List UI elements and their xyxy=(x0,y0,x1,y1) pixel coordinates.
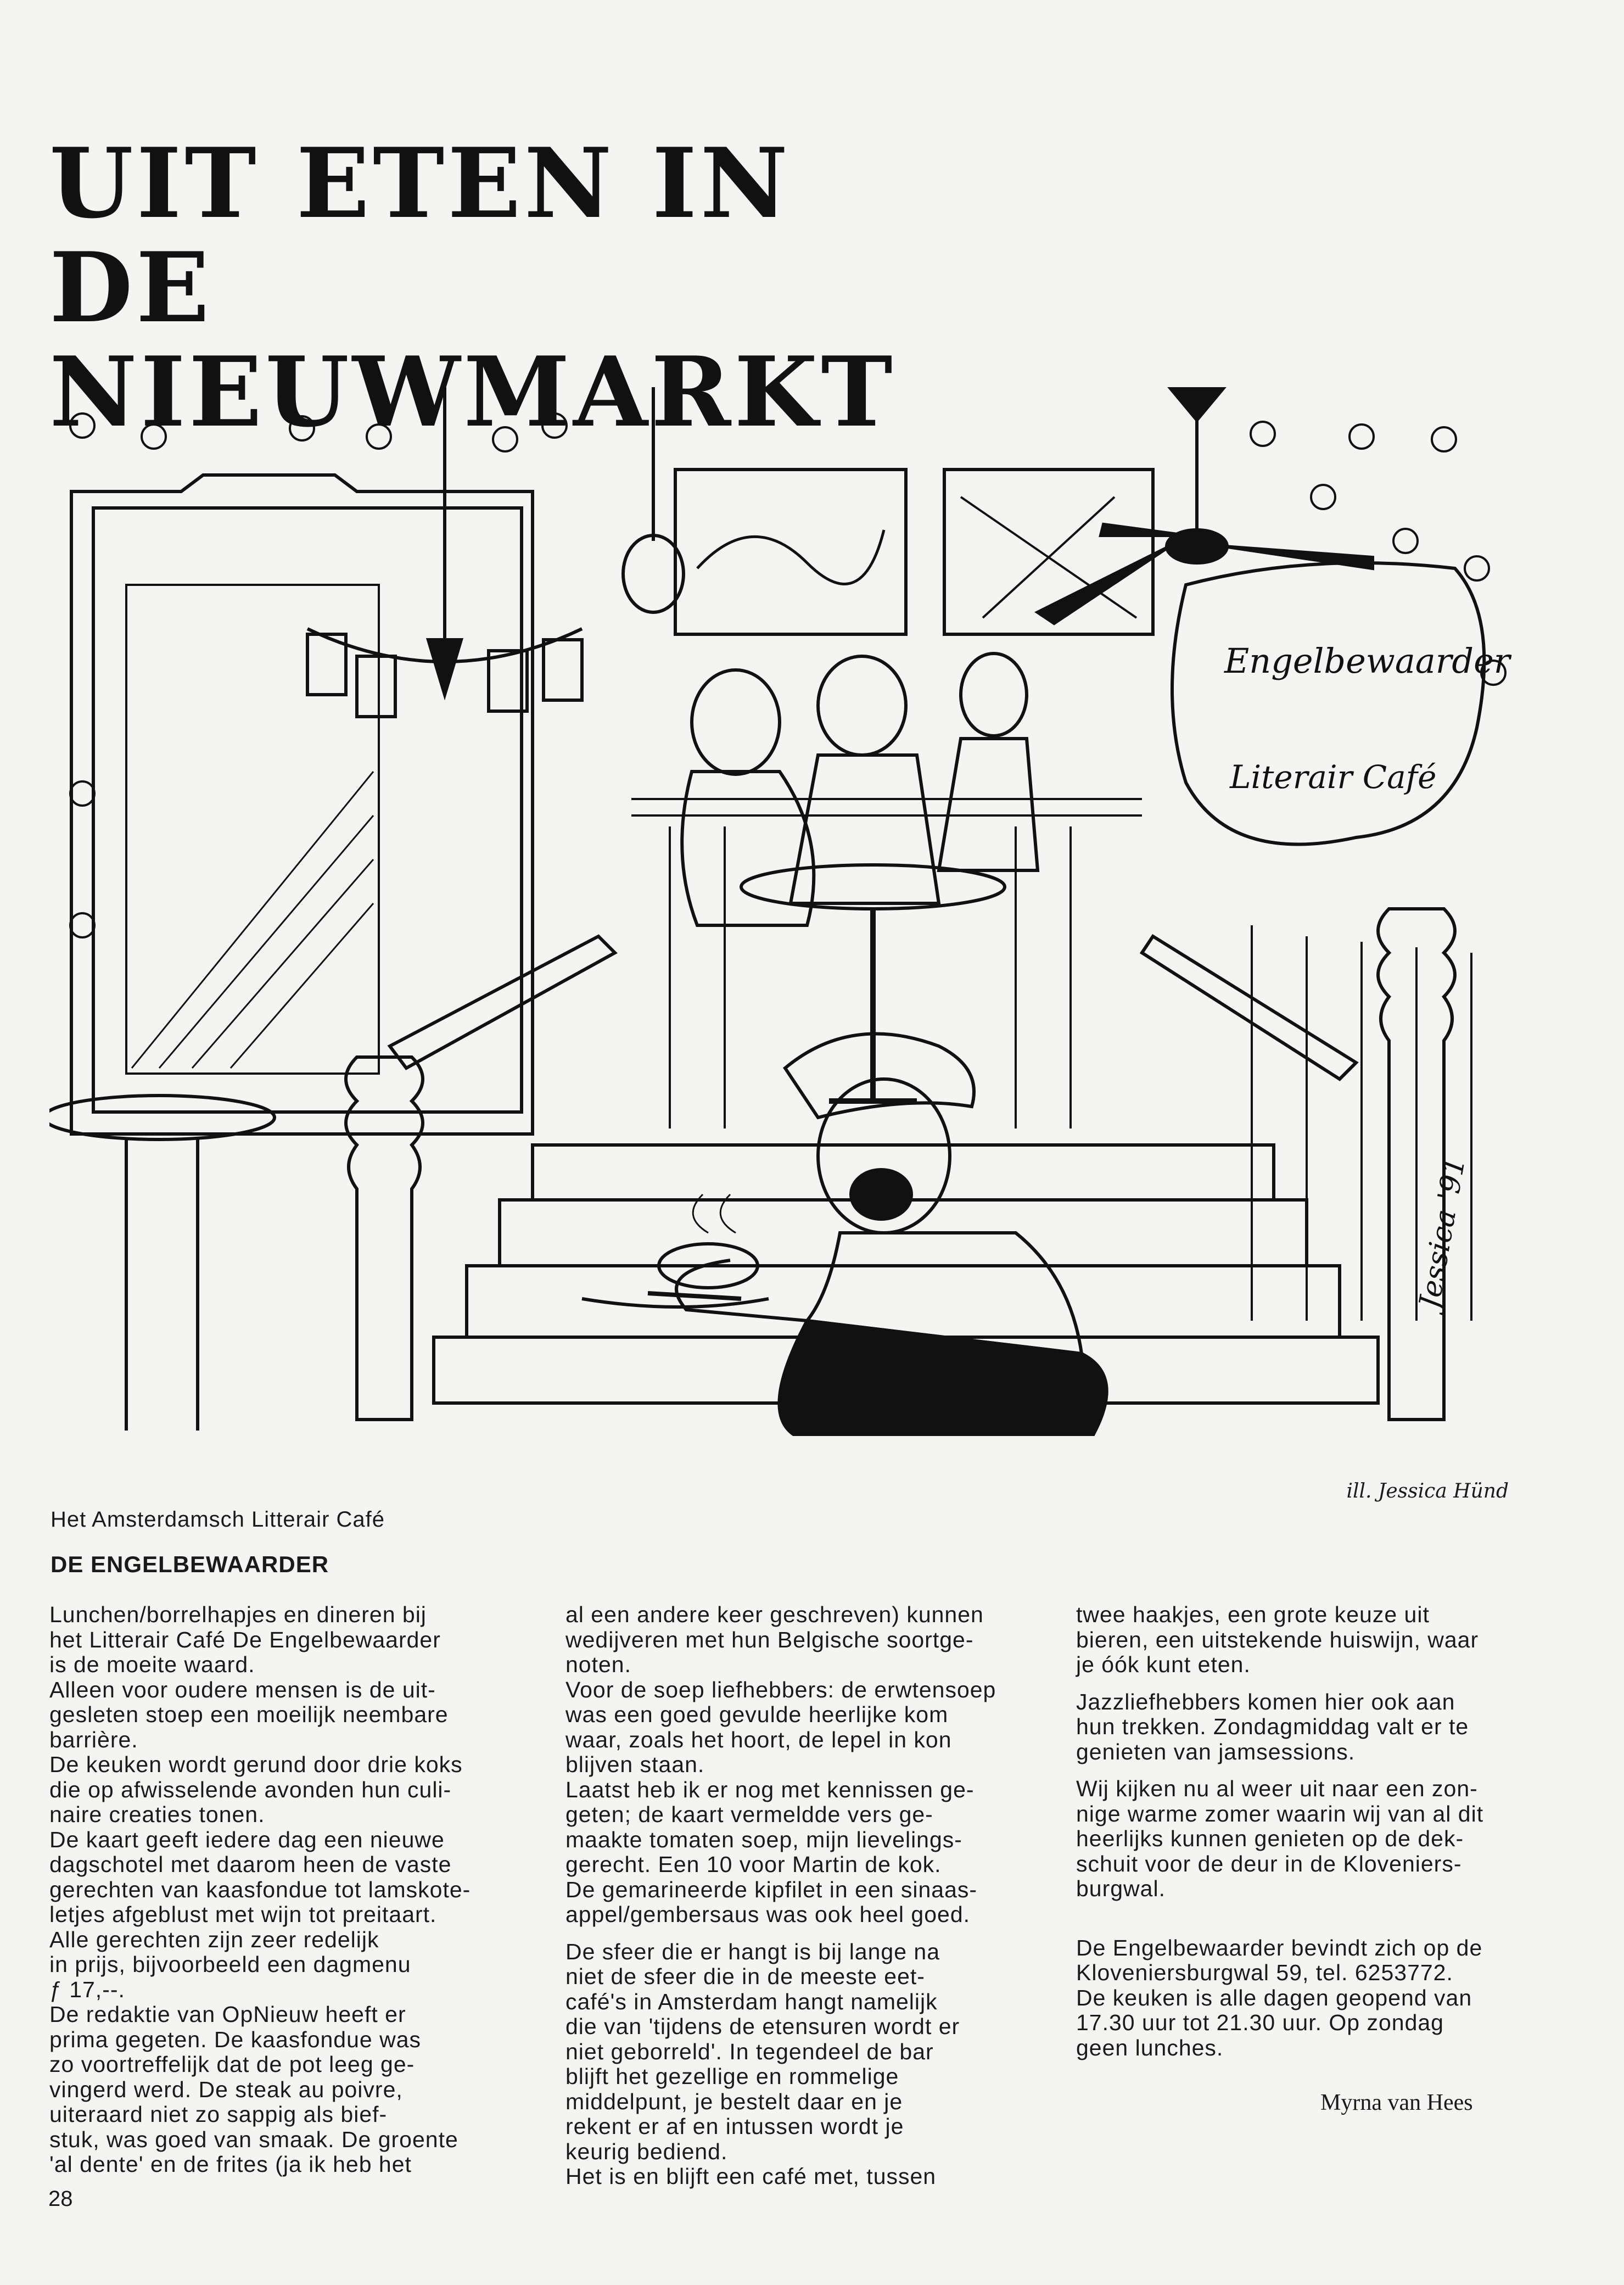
text-column-3 xyxy=(1076,1602,1548,2060)
page-number: 28 xyxy=(48,2187,73,2211)
side-table xyxy=(49,1096,275,1431)
paragraph: De sfeer die er hangt is bij lange na niet de sfeer die in de meeste eet- café's in Amsterdam hangt namelijk die van 'tijdens de etensuren wordt er niet geborreld'. In tegendeel de bar blijft het gezellige en rommelige middelpunt, je bestelt daar en je rekent er af en intussen wordt je keurig bediend. Het is en blijft een café met, tussen xyxy=(565,1938,960,2189)
text-column-1 xyxy=(49,1602,522,2177)
paragraph: al een andere keer geschreven) kunnen wedijveren met hun Belgische soortge- noten. Voor de soep liefhebbers: de erwtensoep was een goed gevulde heerlijke kom waar, zoals het hoort, de lepel in kon blijven staan. Laatst heb ik er nog met kennissen ge- geten; de kaart vermeldde vers ge- maakte tomaten soep, mijn lievelings- gerecht. Een 10 voor Martin de kok. De gemarineerde kipfilet in een sinaas- appel/gembersaus was ook heel goed. xyxy=(565,1602,996,1927)
paragraph: Wij kijken nu al weer uit naar een zon- nige warme zomer waarin wij van al dit heerlijks kunnen genieten op de dek- schuit voor de deur in de Kloveniers- burgwal. xyxy=(1076,1776,1484,1901)
paragraph: twee haakjes, een grote keuze uit bieren, een uitstekende huiswijn, waar je óók kunt eten. xyxy=(1076,1602,1479,1677)
sign-text-bottom: Literair Café xyxy=(1230,758,1437,796)
article-heading: DE ENGELBEWAARDER xyxy=(51,1551,329,1577)
article-author: Myrna van Hees xyxy=(1320,2090,1473,2115)
chandelier xyxy=(307,387,582,717)
illustration-signature: Jessica '91 xyxy=(1413,1154,1472,1311)
title-line-1: UIT ETEN IN DE xyxy=(49,127,792,344)
cafe-sign xyxy=(1172,563,1512,845)
paragraph: De Engelbewaarder bevindt zich op de Kloveniersburgwal 59, tel. 6253772. De keuken is alle dagen geopend van 17.30 uur tot 21.30 uur. Op zondag geen lunches. xyxy=(1076,1935,1483,2060)
waitress xyxy=(582,1034,1107,1437)
ceiling-fan xyxy=(1038,387,1373,623)
article-kicker: Het Amsterdamsch Litterair Café xyxy=(51,1507,385,1532)
title-line-2: NIEUWMARKT xyxy=(49,336,896,449)
paragraph: Jazzliefhebbers komen hier ook aan hun trekken. Zondagmiddag valt er te genieten van jamsessions. xyxy=(1076,1689,1469,1764)
paragraph: Lunchen/borrelhapjes en dineren bij het Litterair Café De Engelbewaarder is de moeite waard. Alleen voor oudere mensen is de uit- gesleten stoep een moeilijk neembare barrière. De keuken wordt gerund door drie koks die op afwisselende avonden hun culi- naire creaties tonen. De kaart geeft iedere dag een nieuwe dagschotel met daarom heen de vaste gerechten van kaasfondue tot lamskote- letjes afgeblust met wijn tot preitaart. Alle gerechten zijn zeer redelijk in prijs, bijvoorbeeld een dagmenu ƒ 17,--. De redaktie van OpNieuw heeft er prima gegeten. De kaasfondue was zo voortreffelijk dat de pot leeg ge- vingerd werd. De steak au poivre, uiteraard niet zo sappig als bief- stuk, was goed van smaak. De groente 'al dente' en de frites (ja ik heb het xyxy=(49,1602,471,2177)
cafe-illustration xyxy=(49,387,1548,1436)
text-column-2 xyxy=(565,1602,1038,2189)
paintings xyxy=(675,470,1153,634)
illustration-credit: ill. Jessica Hünd xyxy=(1346,1480,1509,1502)
sign-text-top: Engelbewaarder xyxy=(1224,641,1510,681)
